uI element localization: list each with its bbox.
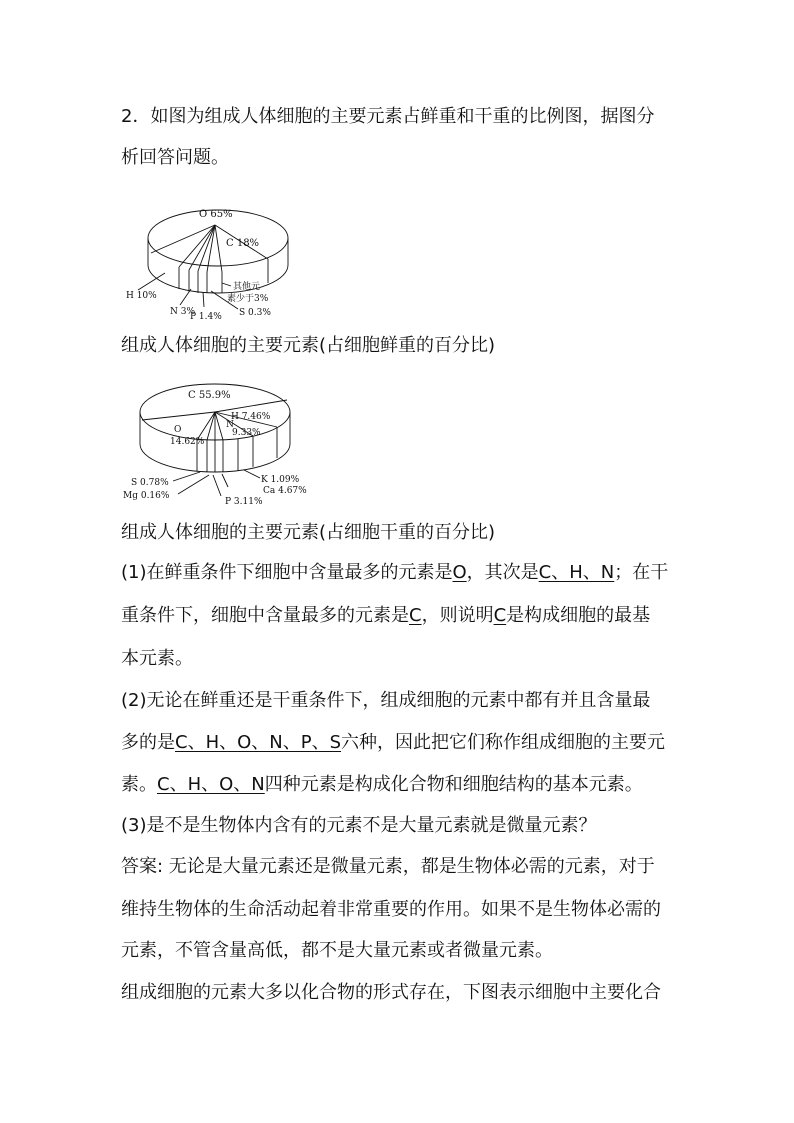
chart1-label: N 3% [170,307,196,317]
chart2-caption: 组成人体细胞的主要元素(占细胞干重的百分比) [121,522,496,543]
chart1-caption: 组成人体细胞的主要元素(占细胞鲜重的百分比) [121,335,496,356]
q3-answer-line-3: 元素，不管含量高低，都不是大量元素或者微量元素。 [121,940,553,961]
answer-blank: C、H、O、N、P、S [175,732,342,753]
chart1-label: H 10% [126,291,157,301]
chart1-label: P 1.4% [190,312,222,322]
q1-line-1: (1)在鲜重条件下细胞中含量最多的元素是O，其次是C、H、N；在干 [121,562,669,583]
chart2-label: K 1.09% [261,475,300,485]
question-line-1: 2．如图为组成人体细胞的主要元素占鲜重和干重的比例图，据图分 [121,106,655,127]
answer-blank: C、H、O、N [157,774,265,795]
chart1-label: 其他元 [233,282,261,292]
chart2-label: Ca 4.67% [263,486,307,496]
q3-answer-line-2: 维持生物体的生命活动起着非常重要的作用。如果不是生物体必需的 [121,899,661,920]
chart2-label: H 7.46% [231,412,271,422]
chart1-label: 素少于3% [227,294,269,304]
q1-line-2: 重条件下，细胞中含量最多的元素是C，则说明C是构成细胞的最基 [121,605,651,626]
question-line-2: 析回答问题。 [121,147,229,168]
fresh-weight-pie-chart [118,193,318,332]
footer-line-1: 组成细胞的元素大多以化合物的形式存在，下图表示细胞中主要化合 [121,982,661,1003]
chart2-label: C 55.9% [188,390,231,401]
chart2-label: O [174,425,182,435]
q3-line-1: (3)是不是生物体内含有的元素不是大量元素就是微量元素？ [121,815,597,836]
chart2-label: Mg 0.16% [123,491,170,501]
answer-blank: C [493,605,507,626]
chart2-label: 9.33% [232,428,261,438]
answer-blank: C、H、N [538,562,615,583]
chart2-label: P 3.11% [225,497,263,507]
answer-blank: C [409,605,422,626]
q3-answer-line-1: 答案: 无论是大量元素还是微量元素，都是生物体必需的元素，对于 [121,856,655,877]
chart2-label: S 0.78% [131,478,169,488]
chart2-label: N [226,420,234,430]
q2-line-2: 多的是C、H、O、N、P、S六种，因此把它们称作组成细胞的主要元 [121,732,666,753]
q1-line-3: 本元素。 [121,648,193,669]
dry-weight-pie-chart [118,372,318,512]
answer-blank: O [452,562,467,583]
chart1-label: O 65% [199,209,233,220]
q2-line-3: 素。C、H、O、N四种元素是构成化合物和细胞结构的基本元素。 [121,774,643,795]
chart1-label: S 0.3% [239,308,271,318]
chart1-label: C 18% [226,238,260,249]
chart2-label: 14.62% [170,437,205,447]
q2-line-1: (2)无论在鲜重还是干重条件下，组成细胞的元素中都有并且含量最 [121,690,651,711]
